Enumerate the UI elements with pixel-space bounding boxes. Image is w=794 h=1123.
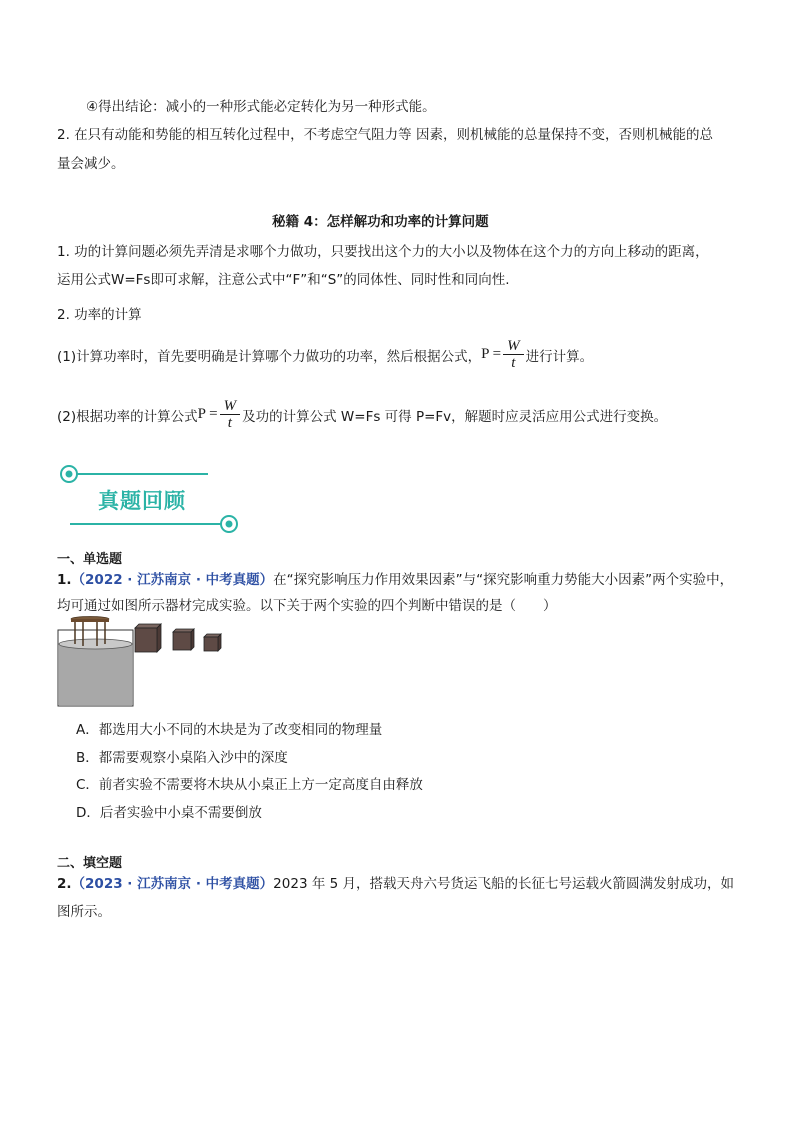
question-line bbox=[57, 872, 734, 892]
question-line: 图所示。 bbox=[57, 904, 111, 920]
paragraph-text: (1)计算功率时，首先要明确是计算哪个力做功的功率，然后根据公式， bbox=[57, 348, 482, 365]
option-a: A．都选用大小不同的木块是为了改变相同的物理量 bbox=[76, 722, 383, 738]
paragraph-line: 2. 在只有动能和势能的相互转化过程中，不考虑空气阻力等 因素，则机械能的总量保持不变，否则机械能的总 bbox=[57, 127, 713, 143]
question-number: 2. bbox=[57, 876, 72, 892]
paragraph-heading: 2. 功率的计算 bbox=[57, 307, 142, 323]
question-line bbox=[57, 568, 733, 588]
question-text: 在“探究影响压力作用效果因素”与“探究影响重力势能大小因素”两个实验中， bbox=[273, 572, 734, 588]
banner-title: 真题回顾 bbox=[98, 489, 186, 513]
section-heading: 一、单选题 bbox=[57, 552, 123, 567]
question-line: 均可通过如图所示器材完成实验。以下关于两个实验的四个判断中错误的是（ ） bbox=[57, 598, 557, 614]
fraction-denominator: t bbox=[511, 355, 516, 371]
paragraph-line: 1. 功的计算问题必须先弄清是求哪个力做功，只要找出这个力的大小以及物体在这个力的方向上移动的距离， bbox=[57, 244, 709, 260]
paragraph-line: 量会减少。 bbox=[57, 156, 125, 172]
formula-paragraph bbox=[57, 398, 667, 431]
paragraph-text: (2)根据功率的计算公式 bbox=[57, 408, 198, 425]
option-c: C．前者实验不需要将木块从小桌正上方一定高度自由释放 bbox=[76, 777, 423, 793]
paragraph-text: 及功的计算公式 W=Fs 可得 P=Fv，解题时应灵活应用公式进行变换。 bbox=[242, 408, 668, 425]
formula-paragraph bbox=[57, 338, 593, 371]
experiment-figure bbox=[57, 616, 227, 708]
sand-table-blocks-icon bbox=[57, 616, 227, 708]
question-number: 1. bbox=[57, 572, 72, 588]
fraction-denominator: t bbox=[227, 415, 232, 431]
conclusion-line: ④得出结论：减小的一种形式能必定转化为另一种形式能。 bbox=[86, 99, 436, 115]
question-source: （2023 · 江苏南京 · 中考真题） bbox=[71, 876, 274, 892]
formula-lhs: P = bbox=[197, 406, 218, 422]
power-fraction bbox=[220, 398, 241, 431]
paragraph-text: 进行计算。 bbox=[525, 348, 594, 365]
option-b: B．都需要观察小桌陷入沙中的深度 bbox=[76, 750, 288, 766]
option-d: D．后者实验中小桌不需要倒放 bbox=[76, 805, 262, 821]
question-text: 2023 年 5 月，搭载天舟六号货运飞船的长征七号运载火箭圆满发射成功，如 bbox=[273, 876, 734, 892]
paragraph-line: 运用公式W=Fs即可求解，注意公式中“F”和“S”的同体性、同时性和同向性. bbox=[57, 272, 510, 288]
formula-lhs: P = bbox=[481, 346, 502, 362]
question-source: （2022 · 江苏南京 · 中考真题） bbox=[71, 572, 274, 588]
section-title: 秘籍 4：怎样解功和功率的计算问题 bbox=[272, 214, 489, 230]
fraction-numerator: W bbox=[220, 398, 241, 415]
section-heading: 二、填空题 bbox=[57, 856, 123, 871]
power-fraction bbox=[503, 338, 524, 371]
section-banner bbox=[58, 462, 243, 540]
fraction-numerator: W bbox=[503, 338, 524, 355]
